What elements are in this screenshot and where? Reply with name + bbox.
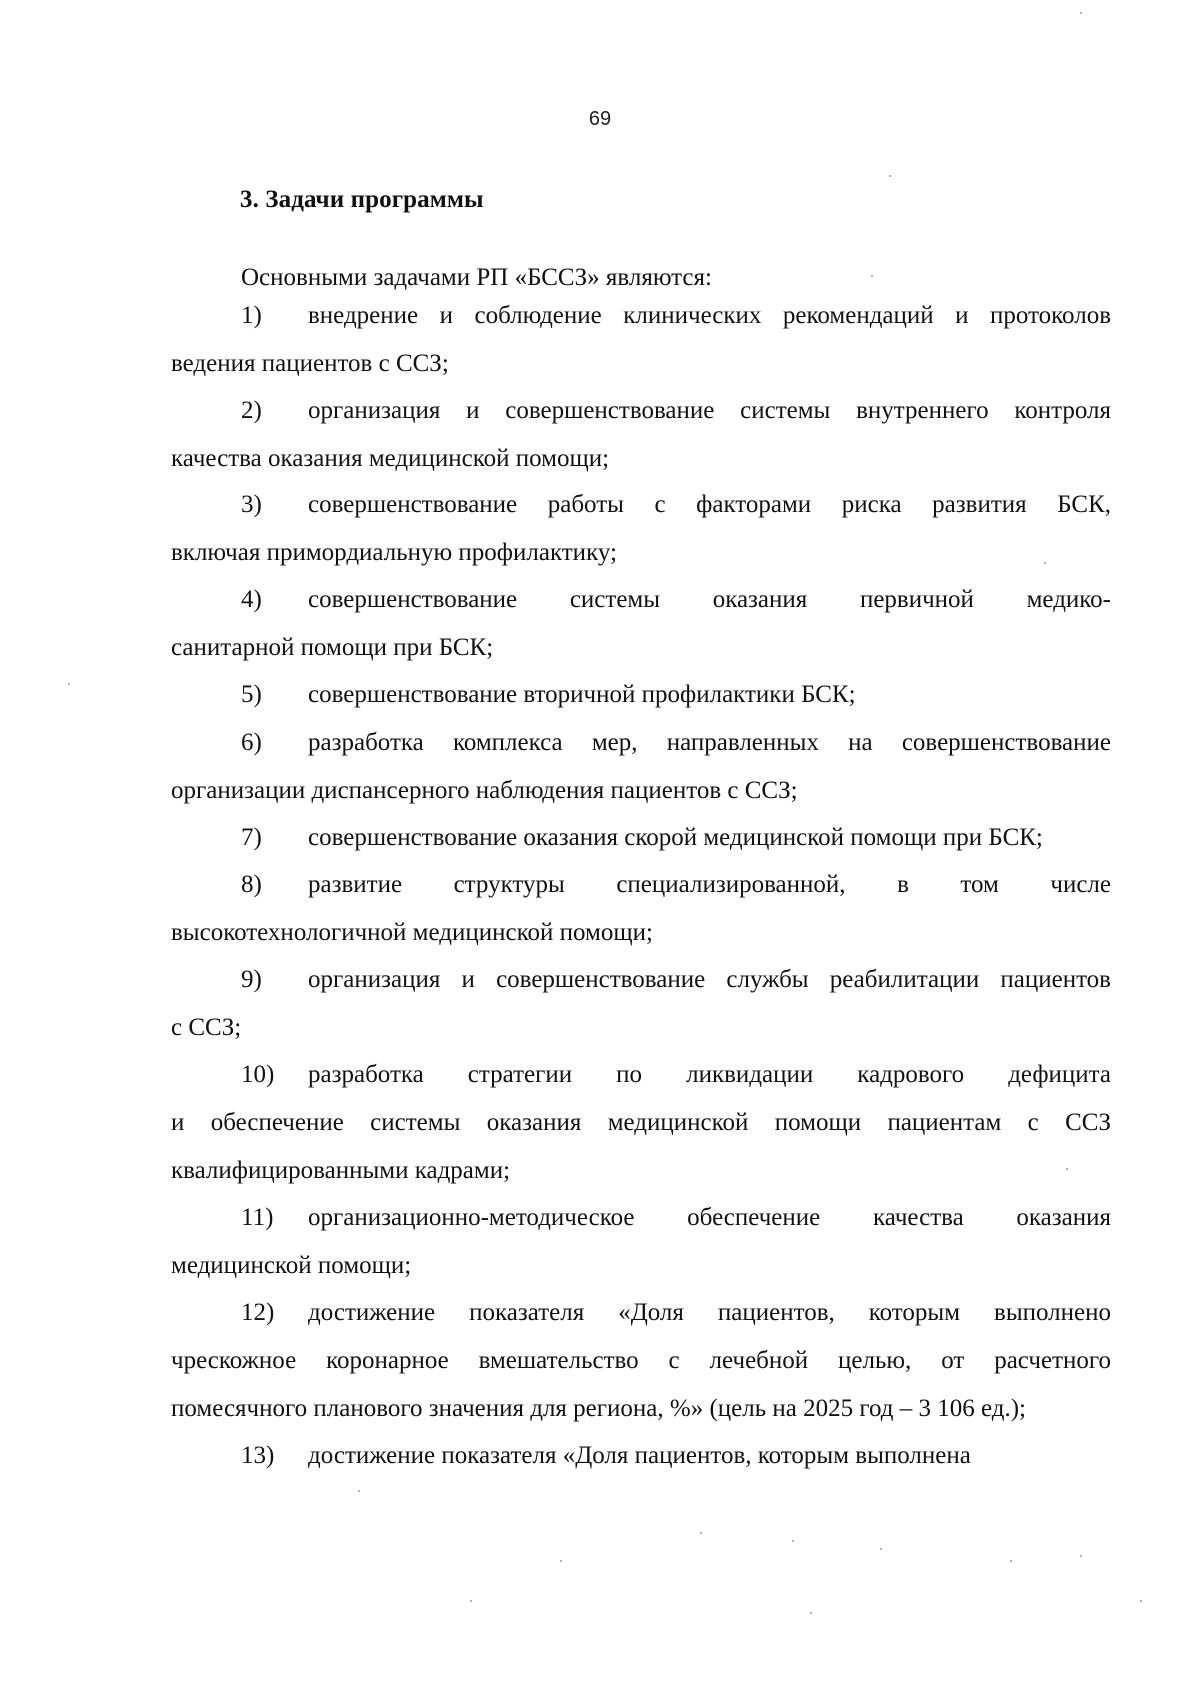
scan-speck <box>470 1600 472 1602</box>
task-first-line <box>171 576 1111 624</box>
task-first-line <box>171 1289 1111 1337</box>
task-first-line <box>171 956 1111 1004</box>
task-number: 13) <box>241 1442 275 1469</box>
scan-speck <box>1044 562 1046 564</box>
task-item <box>171 814 1111 862</box>
task-text: достижение показателя «Доля пациентов, которым выполнена <box>308 1442 971 1469</box>
scan-speck <box>1080 12 1082 14</box>
task-number: 11) <box>241 1204 274 1231</box>
task-number: 4) <box>241 586 262 613</box>
task-number: 8) <box>241 871 262 898</box>
task-first-line <box>171 387 1111 435</box>
task-item <box>171 1194 1111 1290</box>
task-number: 12) <box>241 1299 275 1326</box>
scan-speck <box>880 1548 882 1550</box>
task-number: 9) <box>241 966 262 993</box>
task-number: 10) <box>241 1061 275 1088</box>
task-continuation: чрескожное коронарное вмешательство с лечебной целью, от расчетного <box>171 1347 1111 1374</box>
task-continuation: помесячного планового значения для региона, %» (цель на 2025 год – 3 106 ед.); <box>171 1395 1027 1422</box>
scan-speck <box>889 175 891 177</box>
section-title: 3. Задачи программы <box>240 186 484 213</box>
task-continuation: высокотехнологичной медицинской помощи; <box>171 919 653 946</box>
scan-speck <box>1080 1555 1082 1557</box>
scan-speck <box>871 275 873 277</box>
task-first-line <box>171 671 1111 719</box>
scan-speck <box>68 683 70 685</box>
intro-paragraph: Основными задачами РП «БССЗ» являются: <box>241 264 712 291</box>
task-item <box>171 576 1111 672</box>
scan-speck <box>810 1612 812 1614</box>
task-item <box>171 481 1111 577</box>
task-text: организация и совершенствование системы внутреннего контроля <box>308 397 1111 424</box>
task-text: организационно-методическое обеспечение качества оказания <box>308 1204 1111 1231</box>
scan-speck <box>792 1540 794 1542</box>
task-continuation: медицинской помощи; <box>171 1252 412 1279</box>
task-continuation: и обеспечение системы оказания медицинской помощи пациентам с ССЗ <box>171 1109 1111 1136</box>
task-text: организация и совершенствование службы реабилитации пациентов <box>308 966 1111 993</box>
task-text: совершенствование работы с факторами риска развития БСК, <box>308 491 1111 518</box>
task-text: внедрение и соблюдение клинических рекомендаций и протоколов <box>308 302 1111 329</box>
task-continuation: с ССЗ; <box>171 1014 242 1041</box>
task-number: 6) <box>241 729 262 756</box>
task-continuation: качества оказания медицинской помощи; <box>171 445 610 472</box>
task-continuation: ведения пациентов с ССЗ; <box>171 350 449 377</box>
scan-speck <box>700 1532 702 1534</box>
scan-speck <box>1140 1600 1142 1602</box>
task-item <box>171 387 1111 483</box>
task-continuation: санитарной помощи при БСК; <box>171 634 494 661</box>
task-continuation: организации диспансерного наблюдения пациентов с ССЗ; <box>171 777 798 804</box>
task-number: 3) <box>241 491 262 518</box>
task-first-line <box>171 1194 1111 1242</box>
task-first-line <box>171 481 1111 529</box>
task-continuation: включая примордиальную профилактику; <box>171 539 617 566</box>
task-number: 2) <box>241 397 262 424</box>
task-first-line <box>171 1432 1111 1480</box>
task-first-line <box>171 719 1111 767</box>
task-text: совершенствование оказания скорой медицинской помощи при БСК; <box>308 824 1043 851</box>
task-item <box>171 292 1111 388</box>
task-text: совершенствование вторичной профилактики БСК; <box>308 681 856 708</box>
scan-speck <box>560 1560 562 1562</box>
task-item <box>171 1051 1111 1195</box>
task-number: 7) <box>241 824 262 851</box>
task-first-line <box>171 292 1111 340</box>
task-first-line <box>171 1051 1111 1099</box>
task-item <box>171 719 1111 815</box>
task-continuation: квалифицированными кадрами; <box>171 1157 511 1184</box>
task-item <box>171 671 1111 719</box>
page-number: 69 <box>588 108 612 130</box>
task-item <box>171 956 1111 1052</box>
task-text: совершенствование системы оказания первичной медико- <box>308 586 1111 613</box>
scan-speck <box>1010 1560 1012 1562</box>
scan-speck <box>358 1490 360 1492</box>
task-item <box>171 1432 1111 1480</box>
task-text: развитие структуры специализированной, в том числе <box>308 871 1111 898</box>
task-first-line <box>171 814 1111 862</box>
task-text: разработка комплекса мер, направленных на совершенствование <box>308 729 1111 756</box>
task-number: 5) <box>241 681 262 708</box>
task-first-line <box>171 861 1111 909</box>
task-number: 1) <box>241 302 262 329</box>
task-item <box>171 861 1111 957</box>
task-item <box>171 1289 1111 1433</box>
scan-speck <box>1066 1168 1068 1170</box>
task-text: разработка стратегии по ликвидации кадрового дефицита <box>308 1061 1111 1088</box>
task-text: достижение показателя «Доля пациентов, которым выполнено <box>308 1299 1111 1326</box>
